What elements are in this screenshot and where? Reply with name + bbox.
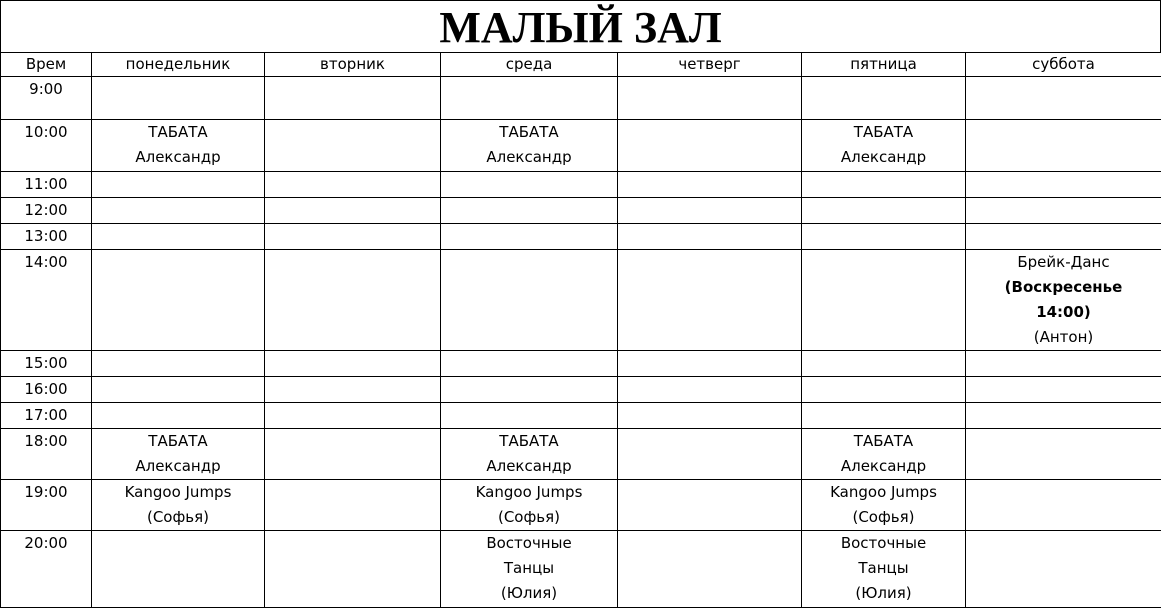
cell-wednesday (441, 531, 618, 608)
cell-tuesday (265, 429, 441, 480)
class-line: (Антон) (966, 325, 1161, 350)
cell-friday (802, 377, 966, 403)
cell-monday (92, 250, 265, 351)
cell-saturday (966, 224, 1161, 250)
cell-monday (92, 429, 265, 480)
cell-tuesday (265, 480, 441, 531)
cell-monday (92, 403, 265, 429)
cell-saturday (966, 403, 1161, 429)
class-line: Восточные (441, 531, 617, 556)
cell-tuesday (265, 377, 441, 403)
class-line: Kangoo Jumps (802, 480, 965, 505)
cell-friday (802, 224, 966, 250)
class-line: ТАБАТА (802, 120, 965, 145)
cell-tuesday (265, 77, 441, 120)
cell-saturday (966, 77, 1161, 120)
schedule-table (0, 52, 1161, 608)
schedule-row (1, 480, 1161, 531)
cell-thursday (618, 429, 802, 480)
cell-monday (92, 480, 265, 531)
class-line: ТАБАТА (92, 120, 264, 145)
time-cell: 14:00 (1, 250, 92, 351)
cell-saturday (966, 351, 1161, 377)
cell-thursday (618, 351, 802, 377)
class-line: (Воскресенье (966, 275, 1161, 300)
cell-friday (802, 198, 966, 224)
class-line: (Софья) (441, 505, 617, 530)
header-saturday: суббота (966, 53, 1161, 77)
time-cell: 16:00 (1, 377, 92, 403)
cell-thursday (618, 250, 802, 351)
class-line: Александр (92, 145, 264, 170)
cell-saturday (966, 480, 1161, 531)
cell-friday (802, 403, 966, 429)
schedule-row (1, 172, 1161, 198)
header-thursday: четверг (618, 53, 802, 77)
cell-monday (92, 377, 265, 403)
class-line: Танцы (441, 556, 617, 581)
class-line: ТАБАТА (92, 429, 264, 454)
class-line: (Софья) (802, 505, 965, 530)
cell-thursday (618, 120, 802, 172)
cell-thursday (618, 198, 802, 224)
time-cell: 19:00 (1, 480, 92, 531)
cell-saturday (966, 377, 1161, 403)
time-cell: 10:00 (1, 120, 92, 172)
class-line: (Юлия) (441, 581, 617, 606)
schedule-row (1, 531, 1161, 608)
cell-tuesday (265, 172, 441, 198)
time-cell: 9:00 (1, 77, 92, 120)
cell-saturday (966, 429, 1161, 480)
class-line: Александр (802, 145, 965, 170)
cell-saturday (966, 250, 1161, 351)
cell-wednesday (441, 377, 618, 403)
header-friday: пятница (802, 53, 966, 77)
header-row (1, 53, 1161, 77)
class-line: ТАБАТА (441, 120, 617, 145)
class-line: (Софья) (92, 505, 264, 530)
cell-friday (802, 250, 966, 351)
cell-friday (802, 429, 966, 480)
cell-monday (92, 351, 265, 377)
time-cell: 13:00 (1, 224, 92, 250)
class-line: Александр (441, 145, 617, 170)
time-cell: 20:00 (1, 531, 92, 608)
cell-thursday (618, 224, 802, 250)
time-cell: 17:00 (1, 403, 92, 429)
schedule-row (1, 224, 1161, 250)
class-line: ТАБАТА (441, 429, 617, 454)
cell-wednesday (441, 480, 618, 531)
class-line: (Юлия) (802, 581, 965, 606)
class-line: Александр (441, 454, 617, 479)
schedule-row (1, 351, 1161, 377)
schedule-row (1, 429, 1161, 480)
cell-saturday (966, 120, 1161, 172)
cell-friday (802, 172, 966, 198)
cell-friday (802, 351, 966, 377)
cell-monday (92, 531, 265, 608)
header-tuesday: вторник (265, 53, 441, 77)
header-monday: понедельник (92, 53, 265, 77)
cell-thursday (618, 172, 802, 198)
cell-wednesday (441, 403, 618, 429)
cell-monday (92, 172, 265, 198)
cell-thursday (618, 377, 802, 403)
schedule-row (1, 403, 1161, 429)
cell-saturday (966, 172, 1161, 198)
page-title: МАЛЫЙ ЗАЛ (0, 0, 1161, 53)
cell-tuesday (265, 403, 441, 429)
cell-wednesday (441, 250, 618, 351)
cell-saturday (966, 198, 1161, 224)
cell-wednesday (441, 172, 618, 198)
time-cell: 15:00 (1, 351, 92, 377)
time-cell: 12:00 (1, 198, 92, 224)
class-line: Танцы (802, 556, 965, 581)
schedule-row (1, 250, 1161, 351)
class-line: Kangoo Jumps (441, 480, 617, 505)
cell-wednesday (441, 120, 618, 172)
time-cell: 18:00 (1, 429, 92, 480)
class-line: Брейк-Данс (966, 250, 1161, 275)
cell-wednesday (441, 429, 618, 480)
cell-saturday (966, 531, 1161, 608)
class-line: Kangoo Jumps (92, 480, 264, 505)
schedule-row (1, 377, 1161, 403)
time-cell: 11:00 (1, 172, 92, 198)
header-wednesday: среда (441, 53, 618, 77)
cell-monday (92, 120, 265, 172)
schedule-body (1, 77, 1161, 608)
cell-friday (802, 480, 966, 531)
cell-wednesday (441, 351, 618, 377)
cell-thursday (618, 77, 802, 120)
class-line: ТАБАТА (802, 429, 965, 454)
header-time: Врем (1, 53, 92, 77)
cell-wednesday (441, 77, 618, 120)
cell-thursday (618, 531, 802, 608)
class-line: 14:00) (966, 300, 1161, 325)
cell-thursday (618, 403, 802, 429)
schedule-row (1, 77, 1161, 120)
cell-tuesday (265, 198, 441, 224)
cell-tuesday (265, 120, 441, 172)
cell-thursday (618, 480, 802, 531)
class-line: Восточные (802, 531, 965, 556)
cell-friday (802, 531, 966, 608)
cell-wednesday (441, 198, 618, 224)
cell-monday (92, 224, 265, 250)
cell-friday (802, 77, 966, 120)
cell-wednesday (441, 224, 618, 250)
schedule-row (1, 120, 1161, 172)
class-line: Александр (92, 454, 264, 479)
schedule-row (1, 198, 1161, 224)
cell-friday (802, 120, 966, 172)
cell-tuesday (265, 250, 441, 351)
cell-monday (92, 77, 265, 120)
cell-tuesday (265, 531, 441, 608)
cell-tuesday (265, 224, 441, 250)
class-line: Александр (802, 454, 965, 479)
cell-monday (92, 198, 265, 224)
cell-tuesday (265, 351, 441, 377)
